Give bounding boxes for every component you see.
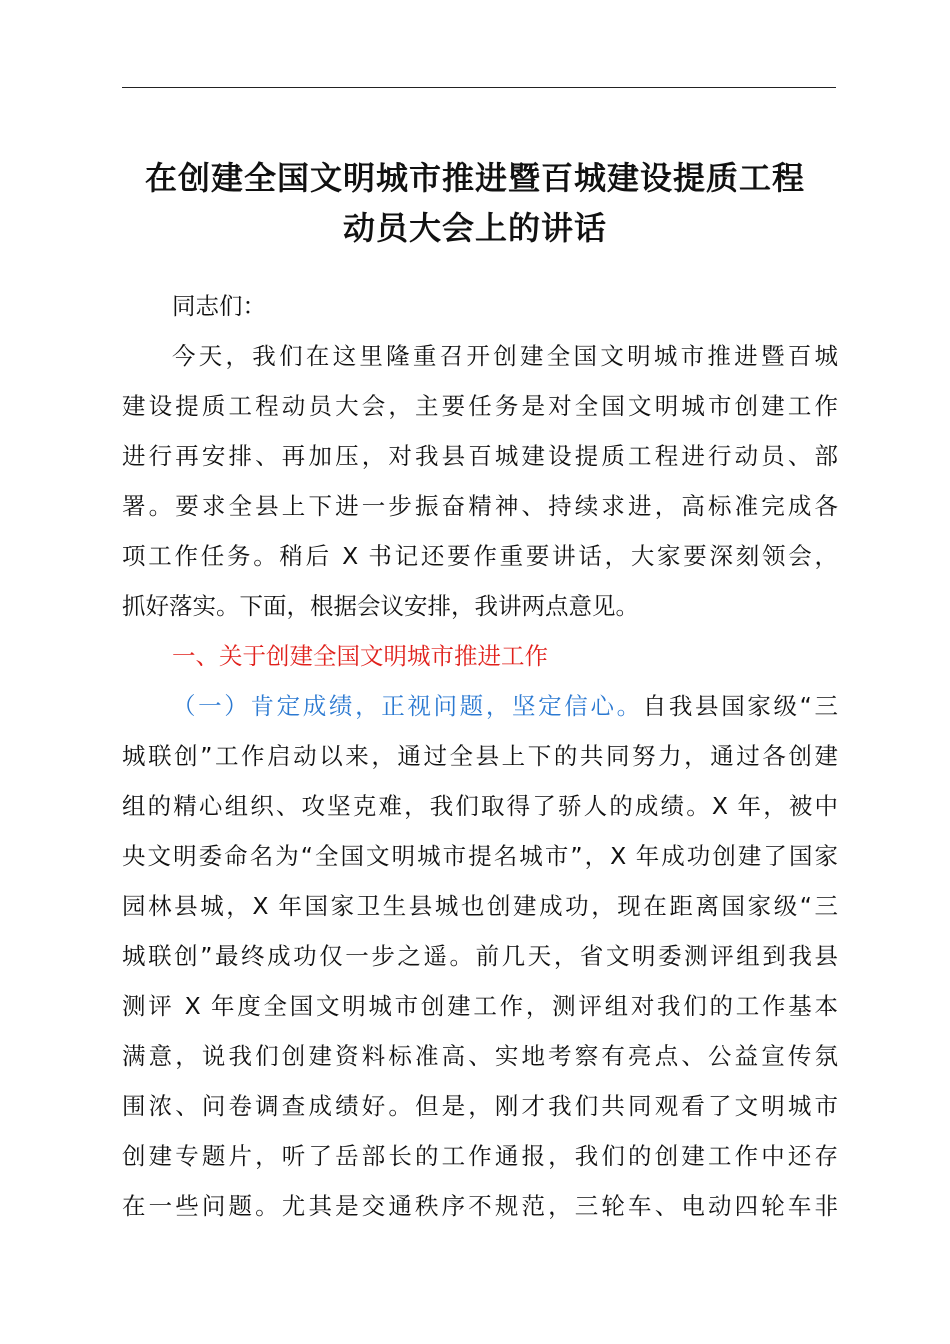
subsection-heading-1: （一）肯定成绩，正视问题，坚定信心。 [172,692,643,720]
paragraph-2-line: 测评 X 年度全国文明城市创建工作，测评组对我们的工作基本 [122,992,838,1020]
paragraph-2-line: 创建专题片，听了岳部长的工作通报，我们的创建工作中还存 [122,1142,838,1170]
paragraph-1-line: 进行再安排、再加压，对我县百城建设提质工程进行动员、部 [122,442,838,470]
paragraph-1-line: 署。要求全县上下进一步振奋精神、持续求进，高标准完成各 [122,492,838,520]
document-title-line-1: 在创建全国文明城市推进暨百城建设提质工程 [144,159,805,197]
paragraph-2-line: 央文明委命名为“全国文明城市提名城市”，X 年成功创建了国家 [122,842,838,870]
document-title-line-2: 动员大会上的讲话 [342,209,607,247]
paragraph-2-line: 满意，说我们创建资料标准高、实地考察有亮点、公益宣传氛 [122,1042,838,1070]
paragraph-2-line: 自我县国家级“三 [642,692,838,720]
paragraph-2-line: 城联创”最终成功仅一步之遥。前几天，省文明委测评组到我县 [122,942,838,970]
paragraph-1-line: 今天，我们在这里隆重召开创建全国文明城市推进暨百城 [172,342,838,370]
paragraph-2-line: 园林县城，X 年国家卫生县城也创建成功，现在距离国家级“三 [122,892,838,920]
salutation: 同志们： [172,292,266,320]
paragraph-2-line: 城联创”工作启动以来，通过全县上下的共同努力，通过各创建 [122,742,838,770]
paragraph-2-line: 组的精心组织、攻坚克难，我们取得了骄人的成绩。X 年，被中 [122,792,838,820]
paragraph-1-line: 抓好落实。下面，根据会议安排，我讲两点意见。 [122,592,639,620]
paragraph-1-line: 建设提质工程动员大会，主要任务是对全国文明城市创建工作 [122,392,838,420]
section-heading-1: 一、关于创建全国文明城市推进工作 [172,642,548,670]
subsection-first-line [122,681,838,731]
paragraph-1-line: 项工作任务。稍后 X 书记还要作重要讲话，大家要深刻领会， [122,542,838,570]
paragraph-2-line: 在一些问题。尤其是交通秩序不规范，三轮车、电动四轮车非 [122,1192,838,1220]
document-body [122,281,838,1231]
header-rule [122,87,836,88]
paragraph-2-line: 围浓、问卷调查成绩好。但是，刚才我们共同观看了文明城市 [122,1092,838,1120]
